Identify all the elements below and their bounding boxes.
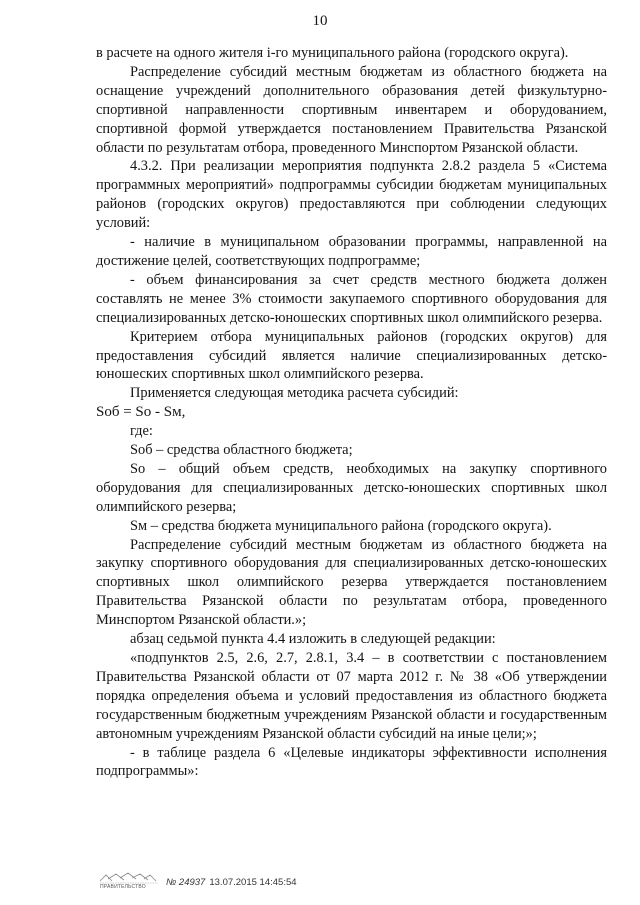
paragraph: абзац седьмой пункта 4.4 изложить в следующей редакции: <box>130 631 496 648</box>
definition-item: Sм – средства бюджета муниципального района (городского округа). <box>130 517 552 534</box>
paragraph: Критерием отбора муниципальных районов (городских округов) для предоставления субсидий является наличие специализированных детско-юношеских спортивных школ олимпийского резерва. <box>96 328 607 383</box>
government-stamp-icon <box>98 871 160 893</box>
definition-item: Sоб – средства областного бюджета; <box>130 442 353 459</box>
list-item: - в таблице раздела 6 «Целевые индикаторы эффективности исполнения подпрограммы»: <box>96 744 607 780</box>
document-body <box>96 44 607 781</box>
formula: Sоб = Sо - Sм, <box>96 404 186 421</box>
paragraph: 4.3.2. При реализации мероприятия подпункта 2.8.2 раздела 5 «Система программных мероприятий» подпрограммы субсидии бюджетам муниципальных районов (городских округов) предоставляются при соблюдении следующих условий: <box>96 158 607 232</box>
page-number: 10 <box>312 13 328 29</box>
definition-item: Sо – общий объем средств, необходимых на закупку спортивного оборудования для специализированных детско-юношеских спортивных школ олимпийского резерва; <box>96 460 607 515</box>
paragraph: «подпунктов 2.5, 2.6, 2.7, 2.8.1, 3.4 – в соответствии с постановлением Правительства Рязанской области от 07 марта 2012 г. № 38 «Об утверждении порядка определения объема и условий предоставления из областного бюджета государственным бюджетным учреждениям Рязанской области и государственным автономным учреждениям Рязанской области субсидий на иные цели;»; <box>96 650 607 742</box>
document-footer <box>98 868 398 896</box>
list-item: - объем финансирования за счет средств местного бюджета должен составлять не менее 3% стоимости закупаемого спортивного оборудования для специализированных детско-юношеских спортивных школ олимпийского резерва. <box>96 271 607 326</box>
paragraph: Распределение субсидий местным бюджетам из областного бюджета на закупку спортивного оборудования для специализированных детско-юношеских спортивных школ олимпийского резерва утверждается постановлением Правительства Рязанской области по результатам отбора, проведенного Минспортом Рязанской области.»; <box>96 536 607 629</box>
document-number: № 24937 <box>166 876 206 888</box>
paragraph: где: <box>130 423 153 440</box>
paragraph: в расчете на одного жителя i-го муниципального района (городского округа). <box>96 45 569 61</box>
paragraph: Распределение субсидий местным бюджетам из областного бюджета на оснащение учреждений дополнительного образования детей физкультурно-спортивной направленности спортивным инвентарем и оборудованием, спортивной формой утверждается постановлением Правительства Рязанской области по результатам отбора, проведенного Минспортом Рязанской области. <box>96 63 607 156</box>
paragraph: Применяется следующая методика расчета субсидий: <box>130 385 459 402</box>
list-item: - наличие в муниципальном образовании программы, направленной на достижение целей, соответствующих подпрограмме; <box>96 234 607 269</box>
stamp-label: ПРАВИТЕЛЬСТВО <box>100 884 146 890</box>
document-timestamp: 13.07.2015 14:45:54 <box>209 876 297 888</box>
